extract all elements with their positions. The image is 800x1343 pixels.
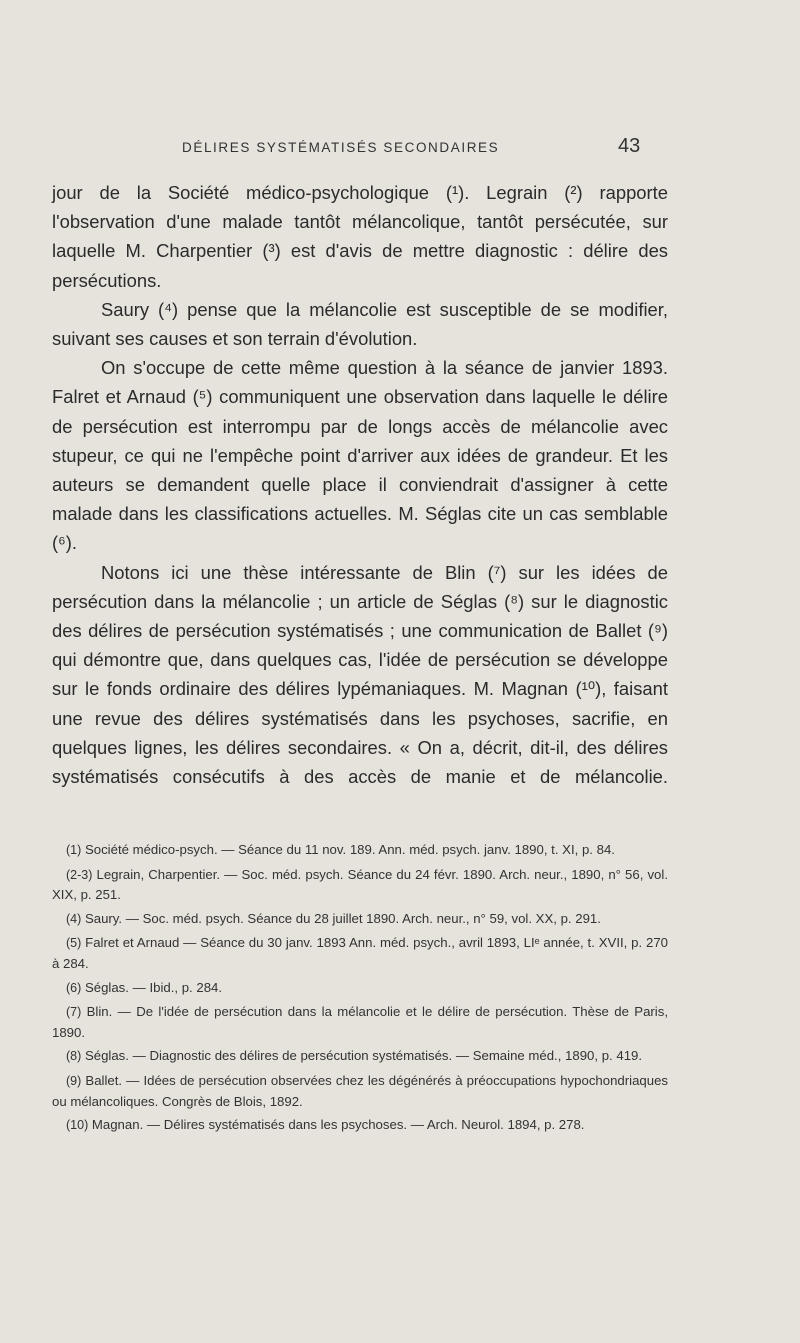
footnote-text: Société médico-psych. — Séance du 11 nov. 189. Ann. méd. psych. janv. 1890, t. XI, p. 84. [84,842,615,857]
footnote [52,933,668,973]
footnote [52,865,668,905]
footnote [52,840,668,861]
footnote-marker: (5) [66,936,82,951]
footnote-marker: (2-3) [66,867,93,882]
footnote-marker: (10) [66,1118,89,1133]
footnote-text: Blin. — De l'idée de persécution dans la mélancolie et le délire de persécution. Thèse de Paris, 1890. [52,1004,668,1040]
footnote-marker: (9) [66,1073,82,1088]
paragraph: jour de la Société médico-psychologique (¹). Legrain (²) rapporte l'observation d'une malade tantôt mélancolique, tantôt persécutée, sur laquelle M. Charpentier (³) est d'avis de mettre diagnostic : délire des persécutions. [52,182,668,291]
footnote-marker: (1) [66,843,82,857]
footnote [52,1046,668,1067]
footnote [52,1002,668,1042]
page-number: 43 [618,135,641,157]
paragraph: Notons ici une thèse intéressante de Blin (⁷) sur les idées de persécution dans la mélancolie ; un article de Séglas (⁸) sur le diagnostic des délires de persécution systématisés ; une communication de Ballet (⁹) qui démontre que, dans quelques cas, l'idée de persécution se développe sur le fonds ordinaire des délires lypémaniaques. M. Magnan (¹⁰), faisant une revue des délires systématisés dans les psychoses, sacrifie, en quelques lignes, les délires secondaires. « On a, décrit, dit-il, des délires systématisés consécutifs à des accès de manie et de mélancolie. [52,561,668,788]
footnote-text: Séglas. — Ibid., p. 284. [84,979,223,995]
page-header [0,135,800,168]
footnote-text: Legrain, Charpentier. — Soc. méd. psych. Séance du 24 févr. 1890. Arch. neur., 1890, n° 56, vol. XIX, p. 251. [52,866,668,903]
footnote [52,1115,668,1136]
footnote-text: Falret et Arnaud — Séance du 30 janv. 1893 Ann. méd. psych., avril 1893, LIᵉ année, t. XVII, p. 270 à 284. [52,935,669,971]
footnote-text: Saury. — Soc. méd. psych. Séance du 28 juillet 1890. Arch. neur., n° 59, vol. XX, p. 291. [84,910,601,926]
footnote-text: Séglas. — Diagnostic des délires de persécution systématisés. — Semaine méd., 1890, p. 419. [84,1048,643,1064]
running-head: DÉLIRES SYSTÉMATISÉS SECONDAIRES [182,140,500,155]
footnote [52,978,668,999]
footnote-marker: (8) [66,1049,82,1064]
footnote-marker: (6) [66,980,82,995]
footnote [52,1071,668,1111]
body-text [52,178,668,791]
paragraph: On s'occupe de cette même question à la séance de janvier 1893. Falret et Arnaud (⁵) communiquent une observation dans laquelle le délire de persécution est interrompu par de longs accès de mélancolie avec stupeur, ce qui ne l'empêche point d'arriver aux idées de grandeur. Et les auteurs se demandent quelle place il conviendrait d'assigner à cette malade dans les classifications actuelles. M. Séglas cite un cas semblable (⁶). [52,357,668,554]
paragraph: Saury (⁴) pense que la mélancolie est susceptible de se modifier, suivant ses causes et son terrain d'évolution. [52,298,668,350]
footnote-marker: (4) [66,911,82,926]
footnote-text: Ballet. — Idées de persécution observées chez les dégénérés à préoccupations hypochondriaques ou mélancoliques. Congrès de Blois, 1892. [52,1072,669,1109]
footnote-marker: (7) [66,1005,82,1020]
footnote-text: Magnan. — Délires systématisés dans les psychoses. — Arch. Neurol. 1894, p. 278. [91,1117,585,1133]
footnote [52,909,668,930]
footnotes [52,840,668,1140]
